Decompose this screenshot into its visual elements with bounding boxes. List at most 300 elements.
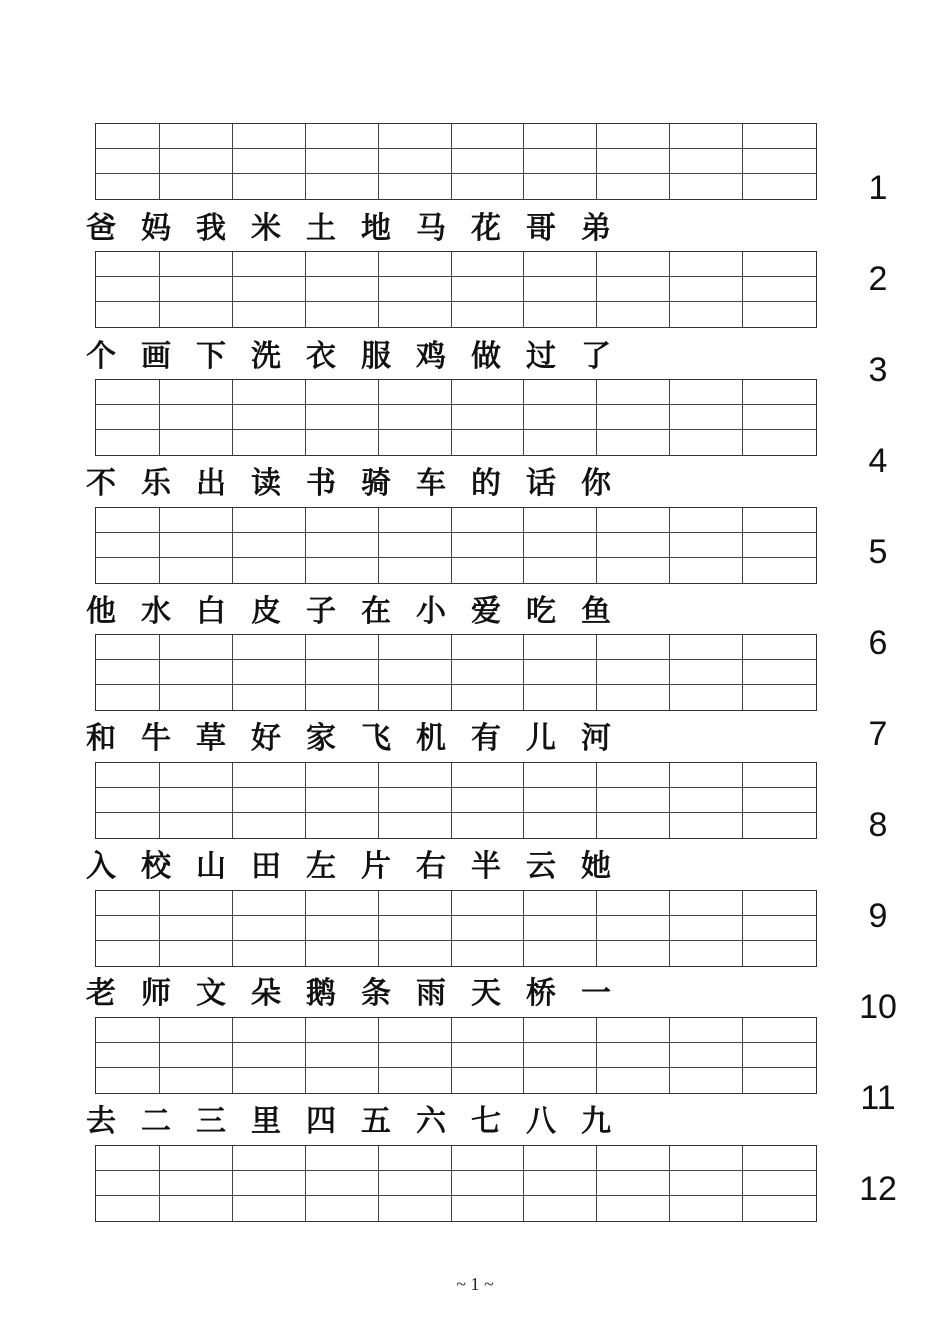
grid-cell: [306, 1043, 379, 1068]
character: 左: [306, 849, 336, 884]
character: 乐: [141, 466, 171, 501]
character: 我: [196, 211, 226, 246]
grid-cell: [160, 813, 233, 838]
grid-cell: [524, 124, 597, 149]
grid-cell: [670, 1196, 743, 1221]
character: 四: [306, 1104, 336, 1139]
grid-cell: [670, 302, 743, 327]
character-row: [86, 850, 636, 884]
grid-cell: [452, 1196, 525, 1221]
character: 书: [306, 466, 336, 501]
grid-cell: [743, 405, 816, 430]
grid-cell: [96, 380, 160, 405]
grid-cell: [597, 1171, 670, 1196]
grid-cell: [306, 1068, 379, 1093]
grid-cell: [306, 149, 379, 174]
grid-cell: [379, 124, 452, 149]
character: 你: [581, 466, 611, 501]
grid-cell: [379, 430, 452, 455]
character: 花: [471, 211, 501, 246]
grid-cell: [306, 788, 379, 813]
grid-cell: [670, 813, 743, 838]
character-row: [86, 212, 636, 246]
grid-cell: [597, 1018, 670, 1043]
grid-cell: [160, 635, 233, 660]
character: 山: [196, 849, 226, 884]
grid-cell: [160, 149, 233, 174]
grid-cell: [96, 533, 160, 558]
character: 老: [86, 976, 116, 1011]
character: 鸡: [416, 339, 446, 374]
grid-cell: [597, 891, 670, 916]
grid-cell: [597, 252, 670, 277]
grid-cell: [597, 813, 670, 838]
character-row: [86, 467, 636, 501]
grid-cell: [670, 1146, 743, 1171]
grid-cell: [306, 1196, 379, 1221]
grid-cell: [670, 1043, 743, 1068]
character: 雨: [416, 976, 446, 1011]
character-row: [86, 722, 636, 756]
grid-cell: [743, 252, 816, 277]
grid-cell: [452, 1171, 525, 1196]
grid-cell: [597, 635, 670, 660]
grid-cell: [160, 277, 233, 302]
grid-cell: [670, 685, 743, 710]
row-number: 3: [868, 351, 888, 389]
grid-cell: [452, 1068, 525, 1093]
grid-cell: [379, 1018, 452, 1043]
grid-cell: [96, 941, 160, 966]
grid-cell: [524, 174, 597, 199]
grid-cell: [96, 252, 160, 277]
grid-cell: [670, 380, 743, 405]
character: 六: [416, 1104, 446, 1139]
grid-cell: [160, 1146, 233, 1171]
grid-cell: [524, 1043, 597, 1068]
grid-cell: [452, 149, 525, 174]
grid-cell: [96, 685, 160, 710]
grid-cell: [743, 558, 816, 583]
grid-cell: [452, 252, 525, 277]
character: 家: [306, 721, 336, 756]
grid-cell: [597, 533, 670, 558]
grid-cell: [160, 124, 233, 149]
grid-cell: [160, 1171, 233, 1196]
grid-cell: [96, 302, 160, 327]
character: 朵: [251, 976, 281, 1011]
grid-cell: [743, 124, 816, 149]
grid-cell: [233, 124, 306, 149]
character: 出: [196, 466, 226, 501]
grid-cell: [306, 533, 379, 558]
writing-grid: [95, 507, 817, 584]
grid-cell: [379, 1043, 452, 1068]
character: 不: [86, 466, 116, 501]
grid-cell: [524, 813, 597, 838]
grid-cell: [452, 558, 525, 583]
character: 过: [526, 339, 556, 374]
grid-cell: [160, 302, 233, 327]
grid-cell: [452, 380, 525, 405]
row-number: 4: [868, 442, 888, 480]
character: 爸: [86, 211, 116, 246]
grid-cell: [233, 174, 306, 199]
character: 的: [471, 466, 501, 501]
grid-cell: [160, 941, 233, 966]
character: 桥: [526, 976, 556, 1011]
grid-cell: [306, 813, 379, 838]
grid-cell: [306, 763, 379, 788]
grid-cell: [306, 1171, 379, 1196]
grid-cell: [306, 302, 379, 327]
grid-cell: [379, 380, 452, 405]
grid-cell: [452, 1043, 525, 1068]
grid-cell: [743, 763, 816, 788]
row-number: 7: [868, 715, 888, 753]
grid-cell: [743, 508, 816, 533]
grid-cell: [670, 174, 743, 199]
grid-cell: [233, 1146, 306, 1171]
grid-cell: [96, 1043, 160, 1068]
grid-cell: [160, 916, 233, 941]
grid-cell: [306, 941, 379, 966]
grid-cell: [524, 660, 597, 685]
grid-cell: [524, 558, 597, 583]
grid-cell: [160, 558, 233, 583]
grid-cell: [379, 302, 452, 327]
grid-cell: [743, 635, 816, 660]
character-row: [86, 977, 636, 1011]
grid-cell: [160, 405, 233, 430]
grid-cell: [452, 302, 525, 327]
grid-cell: [524, 1068, 597, 1093]
grid-cell: [96, 635, 160, 660]
grid-cell: [597, 916, 670, 941]
character: 他: [86, 594, 116, 629]
character: 白: [196, 594, 226, 629]
character: 鹅: [306, 976, 336, 1011]
grid-cell: [670, 508, 743, 533]
grid-cell: [379, 174, 452, 199]
grid-cell: [524, 1171, 597, 1196]
grid-cell: [743, 430, 816, 455]
character: 云: [526, 849, 556, 884]
character: 画: [141, 339, 171, 374]
grid-cell: [452, 405, 525, 430]
character: 九: [581, 1104, 611, 1139]
grid-cell: [524, 916, 597, 941]
grid-cell: [524, 788, 597, 813]
grid-cell: [597, 149, 670, 174]
grid-cell: [96, 916, 160, 941]
grid-cell: [743, 1196, 816, 1221]
character: 和: [86, 721, 116, 756]
grid-cell: [379, 660, 452, 685]
writing-grid: [95, 251, 817, 328]
grid-cell: [379, 763, 452, 788]
grid-cell: [233, 916, 306, 941]
grid-cell: [597, 558, 670, 583]
grid-cell: [452, 533, 525, 558]
grid-cell: [452, 660, 525, 685]
writing-grid: [95, 890, 817, 967]
grid-cell: [670, 533, 743, 558]
grid-cell: [670, 891, 743, 916]
grid-cell: [160, 508, 233, 533]
grid-cell: [160, 788, 233, 813]
grid-cell: [597, 405, 670, 430]
character: 五: [361, 1104, 391, 1139]
grid-cell: [743, 788, 816, 813]
grid-cell: [306, 174, 379, 199]
grid-cell: [452, 1146, 525, 1171]
grid-cell: [306, 1018, 379, 1043]
grid-cell: [233, 788, 306, 813]
writing-grid: [95, 1017, 817, 1094]
grid-cell: [524, 1018, 597, 1043]
grid-cell: [233, 149, 306, 174]
grid-cell: [96, 174, 160, 199]
grid-cell: [524, 149, 597, 174]
character: 马: [416, 211, 446, 246]
writing-grid: [95, 1145, 817, 1222]
character: 有: [471, 721, 501, 756]
character: 师: [141, 976, 171, 1011]
character: 了: [581, 339, 611, 374]
grid-cell: [743, 1146, 816, 1171]
grid-cell: [379, 405, 452, 430]
grid-cell: [96, 508, 160, 533]
grid-cell: [160, 252, 233, 277]
grid-cell: [233, 1068, 306, 1093]
character: 小: [416, 594, 446, 629]
character: 七: [471, 1104, 501, 1139]
grid-cell: [452, 813, 525, 838]
grid-cell: [306, 558, 379, 583]
grid-cell: [306, 124, 379, 149]
grid-cell: [233, 277, 306, 302]
grid-cell: [597, 685, 670, 710]
grid-cell: [743, 941, 816, 966]
grid-cell: [160, 174, 233, 199]
grid-cell: [597, 788, 670, 813]
row-number: 9: [868, 897, 888, 935]
character: 三: [196, 1104, 226, 1139]
grid-cell: [452, 508, 525, 533]
grid-cell: [306, 685, 379, 710]
grid-cell: [452, 124, 525, 149]
grid-cell: [96, 149, 160, 174]
character: 二: [141, 1104, 171, 1139]
grid-cell: [160, 1196, 233, 1221]
writing-grid: [95, 123, 817, 200]
grid-cell: [233, 380, 306, 405]
grid-cell: [96, 277, 160, 302]
grid-cell: [524, 891, 597, 916]
character: 个: [86, 339, 116, 374]
grid-cell: [670, 252, 743, 277]
grid-cell: [233, 1043, 306, 1068]
grid-cell: [743, 174, 816, 199]
grid-cell: [524, 685, 597, 710]
row-number: 11: [860, 1079, 896, 1117]
grid-cell: [233, 660, 306, 685]
grid-cell: [306, 660, 379, 685]
grid-cell: [96, 788, 160, 813]
grid-cell: [96, 813, 160, 838]
grid-cell: [306, 252, 379, 277]
grid-cell: [743, 660, 816, 685]
grid-cell: [233, 941, 306, 966]
row-number: 2: [868, 260, 888, 298]
grid-cell: [452, 788, 525, 813]
grid-cell: [96, 430, 160, 455]
grid-cell: [160, 660, 233, 685]
grid-cell: [743, 1068, 816, 1093]
character: 文: [196, 976, 226, 1011]
grid-cell: [597, 660, 670, 685]
character: 半: [471, 849, 501, 884]
character: 弟: [581, 211, 611, 246]
grid-cell: [233, 508, 306, 533]
grid-cell: [597, 1043, 670, 1068]
grid-cell: [379, 508, 452, 533]
grid-cell: [233, 1196, 306, 1221]
character: 飞: [361, 721, 391, 756]
grid-cell: [524, 635, 597, 660]
grid-cell: [306, 635, 379, 660]
grid-cell: [379, 813, 452, 838]
grid-cell: [160, 380, 233, 405]
row-number: 1: [868, 169, 888, 207]
grid-cell: [670, 763, 743, 788]
grid-cell: [670, 1171, 743, 1196]
grid-cell: [379, 1146, 452, 1171]
grid-cell: [233, 302, 306, 327]
grid-cell: [160, 763, 233, 788]
grid-cell: [524, 1146, 597, 1171]
character: 妈: [141, 211, 171, 246]
grid-cell: [452, 174, 525, 199]
grid-cell: [379, 635, 452, 660]
grid-cell: [379, 1068, 452, 1093]
grid-cell: [233, 558, 306, 583]
grid-cell: [379, 277, 452, 302]
grid-cell: [379, 1171, 452, 1196]
grid-cell: [96, 405, 160, 430]
character: 去: [86, 1104, 116, 1139]
character: 里: [251, 1104, 281, 1139]
grid-cell: [160, 891, 233, 916]
row-number: 8: [868, 806, 888, 844]
grid-cell: [96, 1068, 160, 1093]
grid-cell: [96, 891, 160, 916]
character: 一: [581, 976, 611, 1011]
character: 话: [526, 466, 556, 501]
grid-cell: [452, 1018, 525, 1043]
grid-cell: [452, 430, 525, 455]
grid-cell: [379, 533, 452, 558]
grid-cell: [743, 533, 816, 558]
grid-cell: [743, 302, 816, 327]
grid-cell: [670, 430, 743, 455]
grid-cell: [233, 813, 306, 838]
grid-cell: [379, 149, 452, 174]
grid-cell: [96, 763, 160, 788]
grid-cell: [743, 685, 816, 710]
grid-cell: [233, 891, 306, 916]
character: 河: [581, 721, 611, 756]
grid-cell: [524, 405, 597, 430]
grid-cell: [96, 1018, 160, 1043]
character: 读: [251, 466, 281, 501]
row-number: 12: [859, 1170, 897, 1208]
grid-cell: [743, 891, 816, 916]
grid-cell: [743, 916, 816, 941]
character: 她: [581, 849, 611, 884]
grid-cell: [160, 685, 233, 710]
grid-cell: [597, 124, 670, 149]
page-footer: ~ 1 ~: [456, 1274, 494, 1294]
grid-cell: [524, 302, 597, 327]
grid-cell: [597, 763, 670, 788]
grid-cell: [452, 916, 525, 941]
grid-cell: [160, 533, 233, 558]
character: 鱼: [581, 594, 611, 629]
grid-cell: [670, 635, 743, 660]
grid-cell: [524, 763, 597, 788]
grid-cell: [670, 916, 743, 941]
grid-cell: [452, 763, 525, 788]
grid-cell: [379, 941, 452, 966]
grid-cell: [670, 149, 743, 174]
grid-cell: [743, 380, 816, 405]
grid-cell: [670, 660, 743, 685]
grid-cell: [233, 635, 306, 660]
grid-cell: [452, 277, 525, 302]
grid-cell: [670, 277, 743, 302]
grid-cell: [597, 380, 670, 405]
character: 骑: [361, 466, 391, 501]
grid-cell: [452, 685, 525, 710]
character: 机: [416, 721, 446, 756]
grid-cell: [306, 430, 379, 455]
character: 好: [251, 721, 281, 756]
grid-cell: [743, 813, 816, 838]
grid-cell: [379, 891, 452, 916]
grid-cell: [743, 1018, 816, 1043]
grid-cell: [670, 941, 743, 966]
character: 服: [361, 339, 391, 374]
character: 土: [306, 211, 336, 246]
character-row: [86, 1105, 636, 1139]
grid-cell: [597, 430, 670, 455]
character: 子: [306, 594, 336, 629]
writing-grid: [95, 762, 817, 839]
character: 右: [416, 849, 446, 884]
grid-cell: [524, 252, 597, 277]
grid-cell: [160, 1018, 233, 1043]
grid-cell: [670, 1068, 743, 1093]
grid-cell: [96, 124, 160, 149]
grid-cell: [306, 891, 379, 916]
grid-cell: [379, 685, 452, 710]
character: 做: [471, 339, 501, 374]
grid-cell: [597, 941, 670, 966]
character: 校: [141, 849, 171, 884]
grid-cell: [597, 174, 670, 199]
